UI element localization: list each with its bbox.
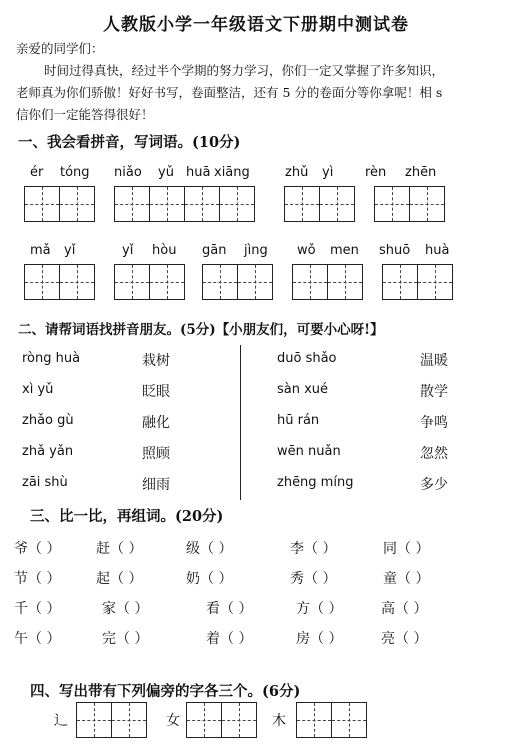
match-word: 照顾 <box>142 446 170 462</box>
write-cell[interactable] <box>186 702 222 738</box>
match-pinyin: hū rán <box>277 413 320 428</box>
pinyin: yǐ <box>122 243 134 258</box>
writing-grid <box>76 702 147 738</box>
write-cell[interactable] <box>292 264 328 300</box>
section3-heading: 三、比一比，再组词。(20分) <box>30 508 224 525</box>
intro-line-3: 信你们一定能答得很好！ <box>16 107 154 122</box>
write-cell[interactable] <box>327 264 363 300</box>
compare-item[interactable]: 童（ ） <box>383 571 430 587</box>
compare-item[interactable]: 千（ ） <box>14 601 61 617</box>
radical: 木 <box>272 713 286 729</box>
match-word: 散学 <box>420 384 448 400</box>
compare-item[interactable]: 起（ ） <box>96 571 143 587</box>
pinyin: jìng <box>244 243 268 258</box>
match-pinyin: xì yǔ <box>22 382 54 397</box>
pinyin: hòu <box>152 243 177 258</box>
match-pinyin: sàn xué <box>277 382 329 397</box>
match-pinyin: duō shǎo <box>277 351 337 366</box>
write-cell[interactable] <box>24 186 60 222</box>
match-pinyin: zhǎo gù <box>22 413 74 428</box>
pinyin: yǐ <box>64 243 76 258</box>
section4-heading: 四、写出带有下列偏旁的字各三个。(6分) <box>30 683 301 700</box>
write-cell[interactable] <box>296 702 332 738</box>
pinyin: rèn <box>365 165 387 180</box>
pinyin: wǒ <box>297 243 316 258</box>
writing-grid <box>24 264 95 300</box>
writing-grid <box>114 264 185 300</box>
writing-grid <box>296 702 367 738</box>
writing-grid <box>382 264 453 300</box>
write-cell[interactable] <box>149 186 185 222</box>
compare-item[interactable]: 看（ ） <box>206 601 253 617</box>
compare-item[interactable]: 亮（ ） <box>381 631 428 647</box>
greeting: 亲爱的同学们： <box>16 41 104 56</box>
match-word: 温暖 <box>420 353 448 369</box>
pinyin: huà <box>425 243 450 258</box>
radical: 辶 <box>54 713 68 729</box>
pinyin: yǔ <box>158 165 174 180</box>
match-word: 融化 <box>142 415 170 431</box>
write-cell[interactable] <box>219 186 255 222</box>
compare-item[interactable]: 着（ ） <box>206 631 253 647</box>
compare-item[interactable]: 家（ ） <box>102 601 149 617</box>
write-cell[interactable] <box>149 264 185 300</box>
compare-item[interactable]: 完（ ） <box>102 631 149 647</box>
match-pinyin: zhǎ yǎn <box>22 444 74 459</box>
compare-item[interactable]: 李（ ） <box>290 541 337 557</box>
radical: 女 <box>166 713 180 729</box>
column-divider <box>240 345 241 500</box>
match-word: 争鸣 <box>420 415 448 431</box>
compare-item[interactable]: 级（ ） <box>186 541 233 557</box>
writing-grid <box>114 186 255 222</box>
write-cell[interactable] <box>114 186 150 222</box>
write-cell[interactable] <box>409 186 445 222</box>
writing-grid <box>202 264 273 300</box>
intro-line-1: 时间过得真快，经过半个学期的努力学习，你们一定又掌握了许多知识， <box>44 63 445 78</box>
pinyin: gān <box>202 243 227 258</box>
match-word: 细雨 <box>142 477 170 493</box>
match-word: 眨眼 <box>142 384 170 400</box>
write-cell[interactable] <box>374 186 410 222</box>
match-pinyin: zāi shù <box>22 475 68 490</box>
writing-grid <box>186 702 257 738</box>
write-cell[interactable] <box>59 264 95 300</box>
match-pinyin: ròng huà <box>22 351 81 366</box>
writing-grid <box>24 186 95 222</box>
write-cell[interactable] <box>237 264 273 300</box>
pinyin: mǎ <box>30 243 51 258</box>
compare-item[interactable]: 爷（ ） <box>14 541 61 557</box>
write-cell[interactable] <box>319 186 355 222</box>
pinyin: xiāng <box>214 165 250 180</box>
match-word: 忽然 <box>420 446 448 462</box>
write-cell[interactable] <box>111 702 147 738</box>
pinyin: yì <box>322 165 334 180</box>
pinyin: huā <box>186 165 211 180</box>
match-word: 多少 <box>420 477 448 493</box>
compare-item[interactable]: 同（ ） <box>383 541 430 557</box>
write-cell[interactable] <box>417 264 453 300</box>
pinyin: men <box>330 243 359 258</box>
write-cell[interactable] <box>76 702 112 738</box>
pinyin: niǎo <box>114 165 142 180</box>
writing-grid <box>292 264 363 300</box>
write-cell[interactable] <box>382 264 418 300</box>
writing-grid <box>284 186 355 222</box>
compare-item[interactable]: 方（ ） <box>296 601 343 617</box>
write-cell[interactable] <box>114 264 150 300</box>
write-cell[interactable] <box>331 702 367 738</box>
write-cell[interactable] <box>184 186 220 222</box>
writing-grid <box>374 186 445 222</box>
pinyin: zhēn <box>405 165 437 180</box>
pinyin: shuō <box>379 243 411 258</box>
compare-item[interactable]: 房（ ） <box>296 631 343 647</box>
write-cell[interactable] <box>24 264 60 300</box>
compare-item[interactable]: 秀（ ） <box>290 571 337 587</box>
compare-item[interactable]: 午（ ） <box>14 631 61 647</box>
compare-item[interactable]: 高（ ） <box>381 601 428 617</box>
pinyin: zhǔ <box>285 165 309 180</box>
compare-item[interactable]: 奶（ ） <box>186 571 233 587</box>
compare-item[interactable]: 赶（ ） <box>96 541 143 557</box>
page-title: 人教版小学一年级语文下册期中测试卷 <box>103 15 409 35</box>
pinyin: ér <box>30 165 44 180</box>
match-pinyin: zhēng míng <box>277 475 354 490</box>
pinyin: tóng <box>60 165 90 180</box>
intro-line-2: 老师真为你们骄傲！好好书写，卷面整洁，还有 5 分的卷面分等你拿呢！相 s <box>16 85 443 100</box>
write-cell[interactable] <box>202 264 238 300</box>
write-cell[interactable] <box>59 186 95 222</box>
section2-heading: 二、请帮词语找拼音朋友。(5分)【小朋友们，可要小心呀!】 <box>18 322 384 338</box>
match-pinyin: wēn nuǎn <box>277 444 341 459</box>
write-cell[interactable] <box>284 186 320 222</box>
compare-item[interactable]: 节（ ） <box>14 571 61 587</box>
match-word: 栽树 <box>142 353 170 369</box>
write-cell[interactable] <box>221 702 257 738</box>
section1-heading: 一、我会看拼音，写词语。(10分) <box>18 134 241 151</box>
